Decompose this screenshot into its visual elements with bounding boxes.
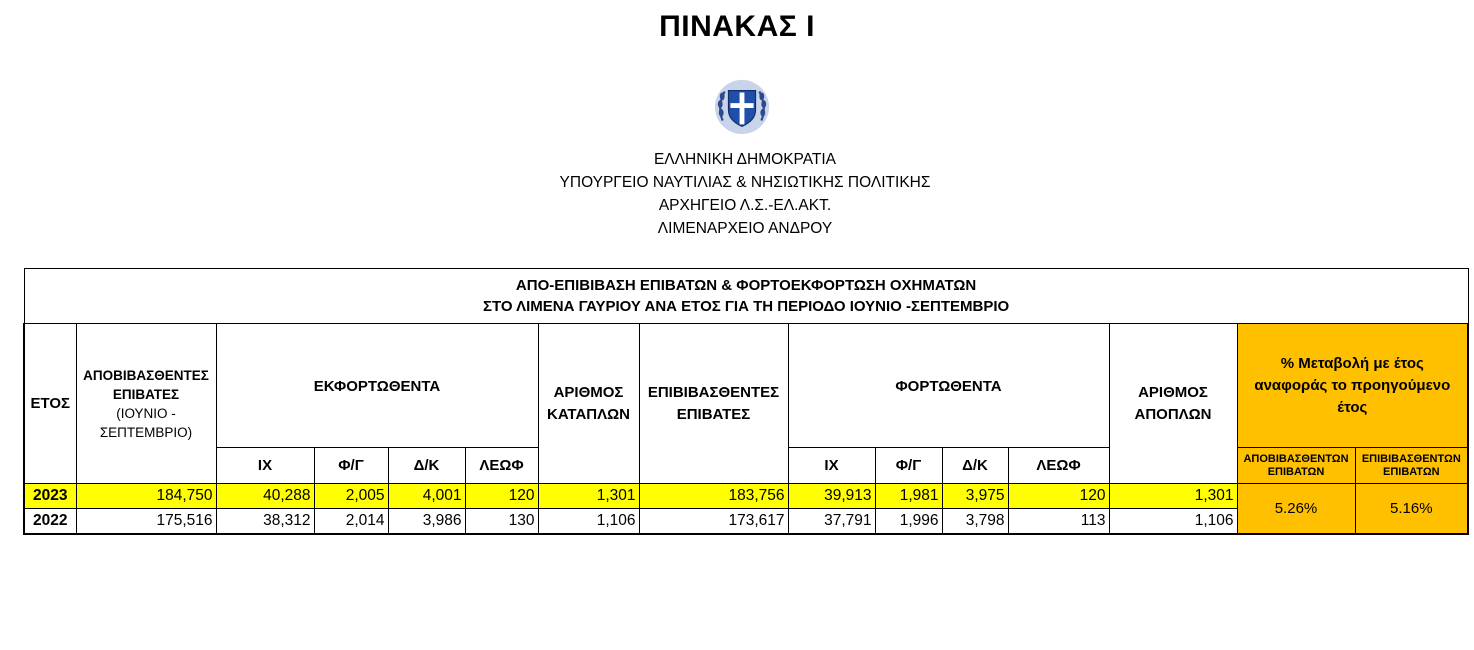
header-line-republic: ΕΛΛΗΝΙΚΗ ΔΗΜΟΚΡΑΤΙΑ [653, 151, 837, 168]
cell-departures: 1,106 [1109, 509, 1237, 535]
header-line-headquarters: ΑΡΧΗΓΕΙΟ Λ.Σ.-ΕΛ.ΑΚΤ. [658, 197, 832, 214]
cell-arrivals: 1,106 [538, 509, 639, 535]
header-loaded-cars: ΙΧ [788, 448, 875, 484]
pct-line-3: έτος [1337, 398, 1368, 416]
table-banner [24, 269, 1468, 324]
header-arrivals [538, 324, 639, 484]
header-percent-change [1237, 324, 1468, 448]
header-arrivals-line-2: ΚΑΤΑΠΛΩΝ [547, 405, 630, 423]
cell-unloaded-buses: 120 [465, 484, 538, 509]
cell-unloaded-cars: 38,312 [216, 509, 314, 535]
cell-arrivals: 1,301 [538, 484, 639, 509]
header-pct-disembarked [1237, 448, 1355, 484]
pct-line-1: % Μεταβολή με έτος [1280, 354, 1424, 372]
cell-disembarked: 184,750 [76, 484, 216, 509]
cell-disembarked: 175,516 [76, 509, 216, 535]
document-title: ΠΙΝΑΚΑΣ Ι [659, 10, 815, 43]
header-unloaded-motorcycles: Δ/Κ [388, 448, 465, 484]
cell-loaded-motorcycles: 3,798 [942, 509, 1008, 535]
cell-loaded-buses: 120 [1008, 484, 1109, 509]
pct-sub1-line-2: ΕΠΙΒΑΤΩΝ [1267, 465, 1325, 478]
cell-loaded-trucks: 1,981 [875, 484, 942, 509]
cell-embarked: 183,756 [639, 484, 788, 509]
pct-sub2-line-1: ΕΠΙΒΙΒΑΣΘΕΝΤΩΝ [1361, 452, 1461, 465]
cell-unloaded-trucks: 2,005 [314, 484, 388, 509]
table-row [24, 484, 1468, 509]
header-embarked-line-2: ΕΠΙΒΑΤΕΣ [676, 405, 751, 423]
header-unloaded-vehicles: ΕΚΦΟΡΤΩΘΕΝΤΑ [216, 324, 538, 448]
cell-pct-embarked: 5.16% [1355, 484, 1468, 535]
header-disembarked-line-3: (ΙΟΥΝΙΟ - [116, 405, 176, 421]
cell-unloaded-trucks: 2,014 [314, 509, 388, 535]
header-arrivals-line-1: ΑΡΙΘΜΟΣ [553, 383, 624, 401]
cell-departures: 1,301 [1109, 484, 1237, 509]
issuing-authority [540, 148, 950, 240]
cell-loaded-cars: 37,791 [788, 509, 875, 535]
header-unloaded-cars: ΙΧ [216, 448, 314, 484]
cell-loaded-buses: 113 [1008, 509, 1109, 535]
header-disembarked-line-1: ΑΠΟΒΙΒΑΣΘΕΝΤΕΣ [83, 367, 209, 383]
cell-embarked: 173,617 [639, 509, 788, 535]
cell-pct-disembarked: 5.26% [1237, 484, 1355, 535]
cell-unloaded-buses: 130 [465, 509, 538, 535]
port-statistics-table [23, 268, 1469, 535]
pct-sub2-line-2: ΕΠΙΒΑΤΩΝ [1383, 465, 1440, 478]
header-departures-line-2: ΑΠΟΠΛΩΝ [1134, 405, 1212, 423]
header-pct-embarked [1355, 448, 1468, 484]
header-embarked-line-1: ΕΠΙΒΙΒΑΣΘΕΝΤΕΣ [647, 383, 780, 401]
cell-loaded-motorcycles: 3,975 [942, 484, 1008, 509]
header-loaded-trucks: Φ/Γ [875, 448, 942, 484]
header-departures-line-1: ΑΡΙΘΜΟΣ [1138, 383, 1208, 401]
header-line-ministry: ΥΠΟΥΡΓΕΙΟ ΝΑΥΤΙΛΙΑΣ & ΝΗΣΙΩΤΙΚΗΣ ΠΟΛΙΤΙΚΗΣ [559, 174, 931, 191]
header-disembarked-line-2: ΕΠΙΒΑΤΕΣ [112, 386, 180, 402]
cell-unloaded-motorcycles: 3,986 [388, 509, 465, 535]
header-loaded-motorcycles: Δ/Κ [942, 448, 1008, 484]
header-unloaded-trucks: Φ/Γ [314, 448, 388, 484]
row-year: 2023 [24, 484, 76, 509]
cell-unloaded-cars: 40,288 [216, 484, 314, 509]
header-departures [1109, 324, 1237, 484]
banner-line-2: ΣΤΟ ΛΙΜΕΝΑ ΓΑΥΡΙΟΥ ΑΝΑ ΕΤΟΣ ΓΙΑ ΤΗ ΠΕΡΙΟΔΟ ΙΟΥΝΙΟ -ΣΕΠΤΕΜΒΡΙΟ [482, 298, 1010, 315]
header-disembarked-line-4: ΣΕΠΤΕΜΒΡΙΟ) [99, 424, 193, 440]
header-disembarked-passengers [76, 324, 216, 484]
header-year: ΕΤΟΣ [24, 324, 76, 484]
cell-loaded-cars: 39,913 [788, 484, 875, 509]
header-loaded-buses: ΛΕΩΦ [1008, 448, 1109, 484]
header-embarked-passengers [639, 324, 788, 484]
cell-unloaded-motorcycles: 4,001 [388, 484, 465, 509]
pct-line-2: αναφοράς το προηγούμενο [1254, 376, 1451, 394]
pct-sub1-line-1: ΑΠΟΒΙΒΑΣΘΕΝΤΩΝ [1243, 452, 1349, 465]
cell-loaded-trucks: 1,996 [875, 509, 942, 535]
header-loaded-vehicles: ΦΟΡΤΩΘΕΝΤΑ [788, 324, 1109, 448]
header-unloaded-buses: ΛΕΩΦ [465, 448, 538, 484]
header-line-port-authority: ΛΙΜΕΝΑΡΧΕΙΟ ΑΝΔΡΟΥ [657, 220, 833, 237]
greek-coat-of-arms-icon [713, 78, 771, 136]
row-year: 2022 [24, 509, 76, 535]
banner-line-1: ΑΠΟ-ΕΠΙΒΙΒΑΣΗ ΕΠΙΒΑΤΩΝ & ΦΟΡΤΟΕΚΦΟΡΤΩΣΗ ΟΧΗΜΑΤΩΝ [515, 277, 977, 294]
